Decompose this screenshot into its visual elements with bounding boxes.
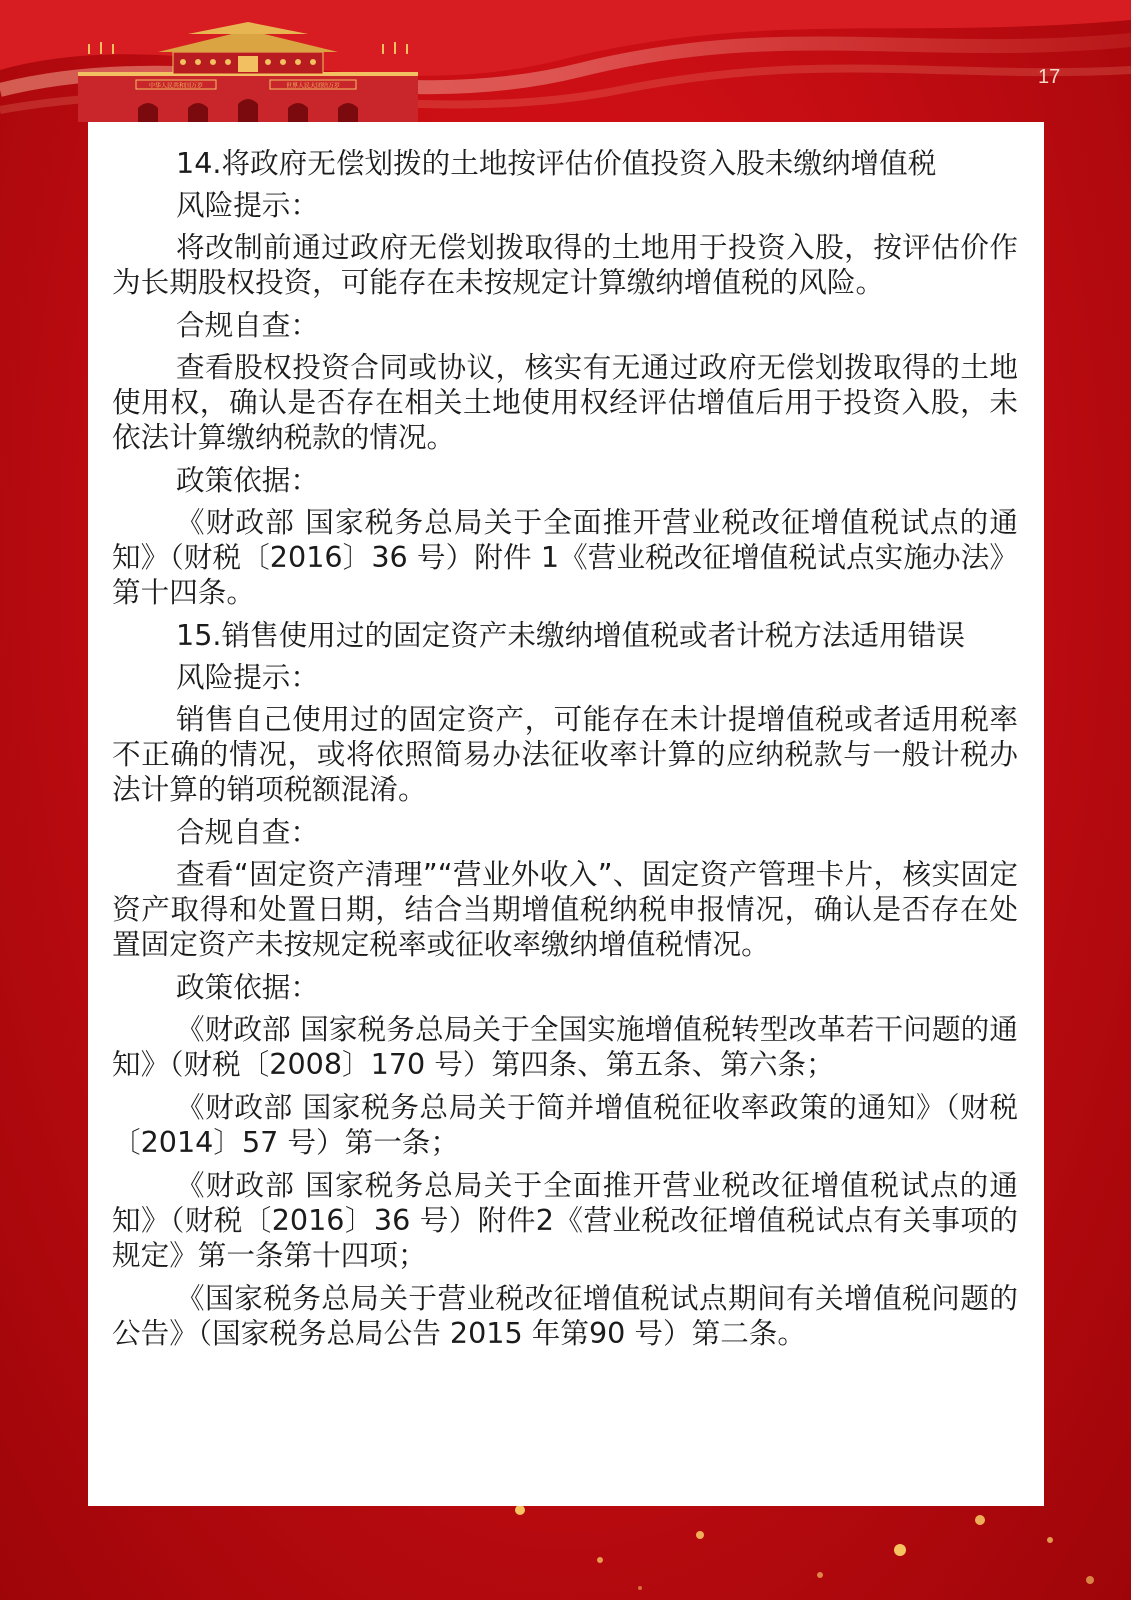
section-14-title: 14.将政府无偿划拨的土地按评估价值投资入股未缴纳增值税 (176, 146, 937, 180)
section-15-basis-item: 《国家税务总局关于营业税改征增值税试点期间有关增值税问题的公告》（国家税务总局公告 2015 年第90 号）第二条。 (112, 1281, 1018, 1350)
content-card (88, 122, 1044, 1506)
section-14-check-text: 查看股权投资合同或协议，核实有无通过政府无偿划拨取得的土地使用权，确认是否存在相关土地使用权经评估增值后用于投资入股，未依法计算缴纳税款的情况。 (112, 350, 1018, 454)
section-14-risk-label: 风险提示： (176, 188, 319, 222)
gate-left-banner: 中华人民共和国万岁 (148, 82, 204, 90)
section-15-risk-label: 风险提示： (176, 660, 319, 694)
section-15-basis-item: 《财政部 国家税务总局关于全国实施增值税转型改革若干问题的通知》（财税〔2008〕170 号）第四条、第五条、第六条； (112, 1012, 1018, 1081)
page-number: 17 (1038, 66, 1061, 88)
section-14-risk-text: 将改制前通过政府无偿划拨取得的土地用于投资入股，按评估价作为长期股权投资，可能存在未按规定计算缴纳增值税的风险。 (112, 230, 1018, 299)
section-15-check-label: 合规自查： (176, 815, 319, 849)
section-15-basis-label: 政策依据： (176, 970, 319, 1004)
section-15-title: 15.销售使用过的固定资产未缴纳增值税或者计税方法适用错误 (176, 618, 965, 652)
section-14-check-label: 合规自查： (176, 308, 319, 342)
section-15-basis-item: 《财政部 国家税务总局关于全面推开营业税改征增值税试点的通知》（财税〔2016〕36 号）附件2《营业税改征增值税试点有关事项的规定》第一条第十四项； (112, 1168, 1018, 1272)
section-14-basis-item: 《财政部 国家税务总局关于全面推开营业税改征增值税试点的通知》（财税〔2016〕36 号）附件 1《营业税改征增值税试点实施办法》第十四条。 (112, 505, 1018, 609)
article-body (112, 146, 1018, 1359)
section-15-check-text: 查看“固定资产清理”“营业外收入”、固定资产管理卡片，核实固定资产取得和处置日期，结合当期增值税纳税申报情况，确认是否存在处置固定资产未按规定税率或征收率缴纳增值税情况。 (112, 857, 1018, 961)
section-15-basis-item: 《财政部 国家税务总局关于简并增值税征收率政策的通知》（财税〔2014〕57 号）第一条； (112, 1090, 1018, 1159)
gate-right-banner: 世界人民大团结万岁 (285, 82, 341, 90)
section-14-basis-label: 政策依据： (176, 463, 319, 497)
section-15-risk-text: 销售自己使用过的固定资产，可能存在未计提增值税或者适用税率不正确的情况，或将依照简易办法征收率计算的应纳税款与一般计税办法计算的销项税额混淆。 (112, 702, 1018, 806)
tiananmen-gate-icon (78, 22, 418, 122)
